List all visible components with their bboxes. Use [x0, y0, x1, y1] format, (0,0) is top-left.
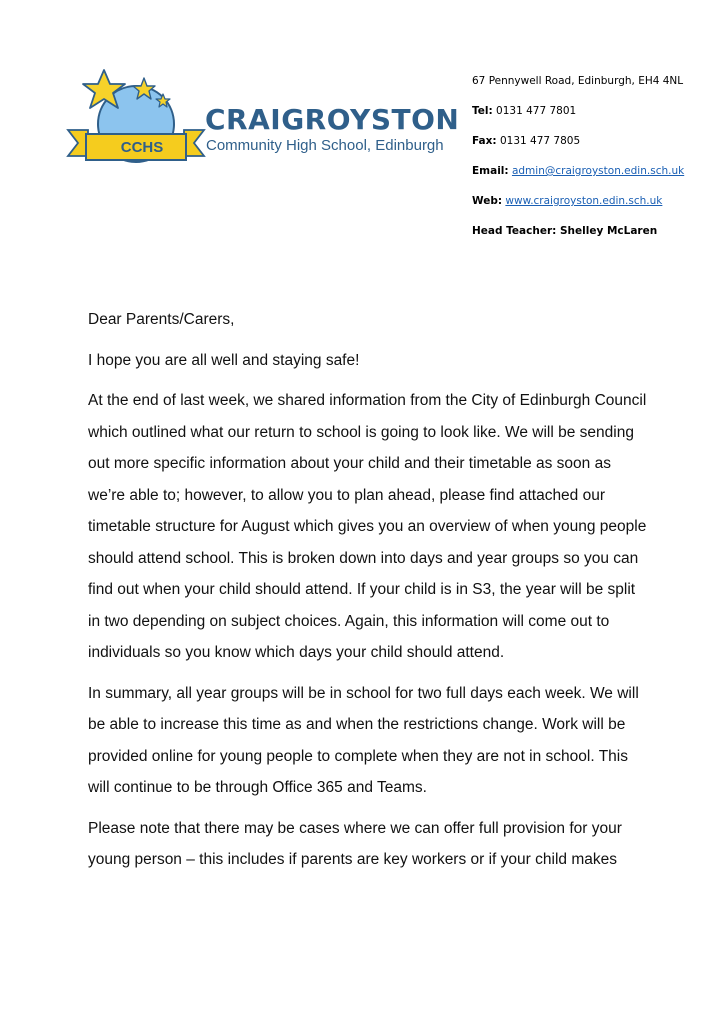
tel-value: 0131 477 7801: [492, 105, 577, 117]
school-name: CRAIGROYSTON: [205, 103, 460, 136]
web-link[interactable]: www.craigroyston.edin.sch.uk: [505, 195, 663, 207]
paragraph-4: Please note that there may be cases where we can offer full provision for your young person – this includes if parents are key workers or if your child makes: [88, 819, 622, 868]
web-line: [472, 186, 722, 216]
head-teacher: Head Teacher: Shelley McLaren: [472, 225, 658, 237]
logo-badge-text: CCHS: [120, 139, 164, 156]
paragraph-2: At the end of last week, we shared information from the City of Edinburgh Council which outlined what our return to school is going to look like. We will be sending out more specific information about your child and their timetable as soon as we’re able to; however, to allow you to plan ahead, please find attached our timetable structure for August which gives you an overview of when young people should attend school. This is broken down into days and year groups so you can find out when your child should attend. If your child is in S3, the year will be split in two depending on subject choices. Again, this information will come out to individuals so you know which days your child should attend.: [88, 392, 647, 661]
email-label: Email:: [472, 165, 509, 177]
letter-body: [88, 304, 648, 885]
fax-label: Fax:: [472, 135, 497, 147]
tel-label: Tel:: [472, 105, 493, 117]
address-line: 67 Pennywell Road, Edinburgh, EH4 4NL: [472, 75, 684, 87]
school-subtitle: Community High School, Edinburgh: [206, 137, 444, 154]
email-line: [472, 156, 722, 186]
head-teacher-line: [472, 216, 722, 246]
fax-line: [472, 126, 722, 156]
salutation: Dear Parents/Carers,: [88, 311, 235, 328]
paragraph-3: In summary, all year groups will be in school for two full days each week. We will be able to increase this time as and when the restrictions change. Work will be provided online for young people to complete when they are not in school. This will continue to be through Office 365 and Teams.: [88, 684, 639, 796]
web-label: Web:: [472, 195, 503, 207]
fax-value: 0131 477 7805: [496, 135, 581, 147]
paragraph-1: I hope you are all well and staying safe!: [88, 351, 360, 369]
contact-block: [472, 66, 722, 246]
email-link[interactable]: admin@craigroyston.edin.sch.uk: [511, 165, 685, 177]
tel-line: [472, 96, 722, 126]
